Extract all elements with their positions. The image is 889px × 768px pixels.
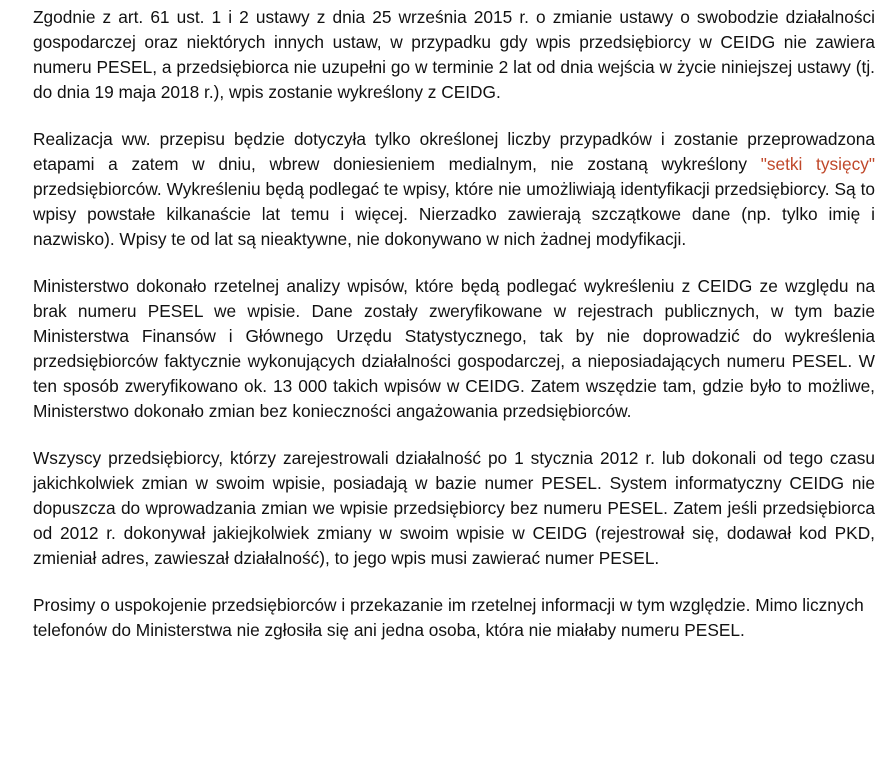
paragraph-3: Ministerstwo dokonało rzetelnej analizy wpisów, które będą podlegać wykreśleniu z CEIDG ze względu na brak numeru PESEL we wpisie. Dane zostały zweryfikowane w rejestrach publicznych, w tym bazie Ministerstwa Finansów i Głównego Urzędu Statystycznego, tak by nie doprowadzić do wykreślenia przedsiębiorców faktycznie wykonujących działalności gospodarczej, a nieposiadających numeru PESEL. W ten sposób zweryfikowano ok. 13 000 takich wpisów w CEIDG. Zatem wszędzie tam, gdzie było to możliwe, Ministerstwo dokonało zmian bez konieczności angażowania przedsiębiorców.	[33, 276, 875, 421]
paragraph-5: Prosimy o uspokojenie przedsiębiorców i przekazanie im rzetelnej informacji w tym względzie. Mimo licznych telefonów do Ministerstwa nie zgłosiła się ani jedna osoba, która nie miałaby numeru PESEL.	[33, 595, 864, 640]
paragraph-2-text-before: Realizacja ww. przepisu będzie dotyczyła tylko określonej liczby przypadków i zostanie przeprowadzona etapami a zatem w dniu, wbrew doniesieniem medialnym, nie zostaną wykreślony	[33, 129, 875, 174]
paragraph-2-text-after: przedsiębiorców. Wykreśleniu będą podlegać te wpisy, które nie umożliwiają identyfikacji przedsiębiorcy. Są to wpisy powstałe kilkanaście lat temu i więcej. Nierzadko zawierają szczątkowe dane (np. tylko imię i nazwisko). Wpisy te od lat są nieaktywne, nie dokonywano w nich żadnej modyfikacji.	[33, 179, 875, 249]
highlighted-quote: "setki tysięcy"	[760, 154, 875, 174]
paragraph-1: Zgodnie z art. 61 ust. 1 i 2 ustawy z dnia 25 września 2015 r. o zmianie ustawy o swobodzie działalności gospodarczej oraz niektórych innych ustaw, w przypadku gdy wpis przedsiębiorcy w CEIDG nie zawiera numeru PESEL, a przedsiębiorca nie uzupełni go w terminie 2 lat od dnia wejścia w życie niniejszej ustawy (tj. do dnia 19 maja 2018 r.), wpis zostanie wykreślony z CEIDG.	[33, 7, 875, 102]
paragraph-2	[33, 127, 875, 252]
document-body	[33, 5, 875, 643]
paragraph-4: Wszyscy przedsiębiorcy, którzy zarejestrowali działalność po 1 stycznia 2012 r. lub dokonali od tego czasu jakichkolwiek zmian w swoim wpisie, posiadają w bazie numer PESEL. System informatyczny CEIDG nie dopuszcza do wprowadzania zmian we wpisie przedsiębiorcy bez numeru PESEL. Zatem jeśli przedsiębiorca od 2012 r. dokonywał jakiejkolwiek zmiany w swoim wpisie w CEIDG (rejestrował się, dodawał kod PKD, zmieniał adres, zawieszał działalność), to jego wpis musi zawierać numer PESEL.	[33, 448, 875, 568]
